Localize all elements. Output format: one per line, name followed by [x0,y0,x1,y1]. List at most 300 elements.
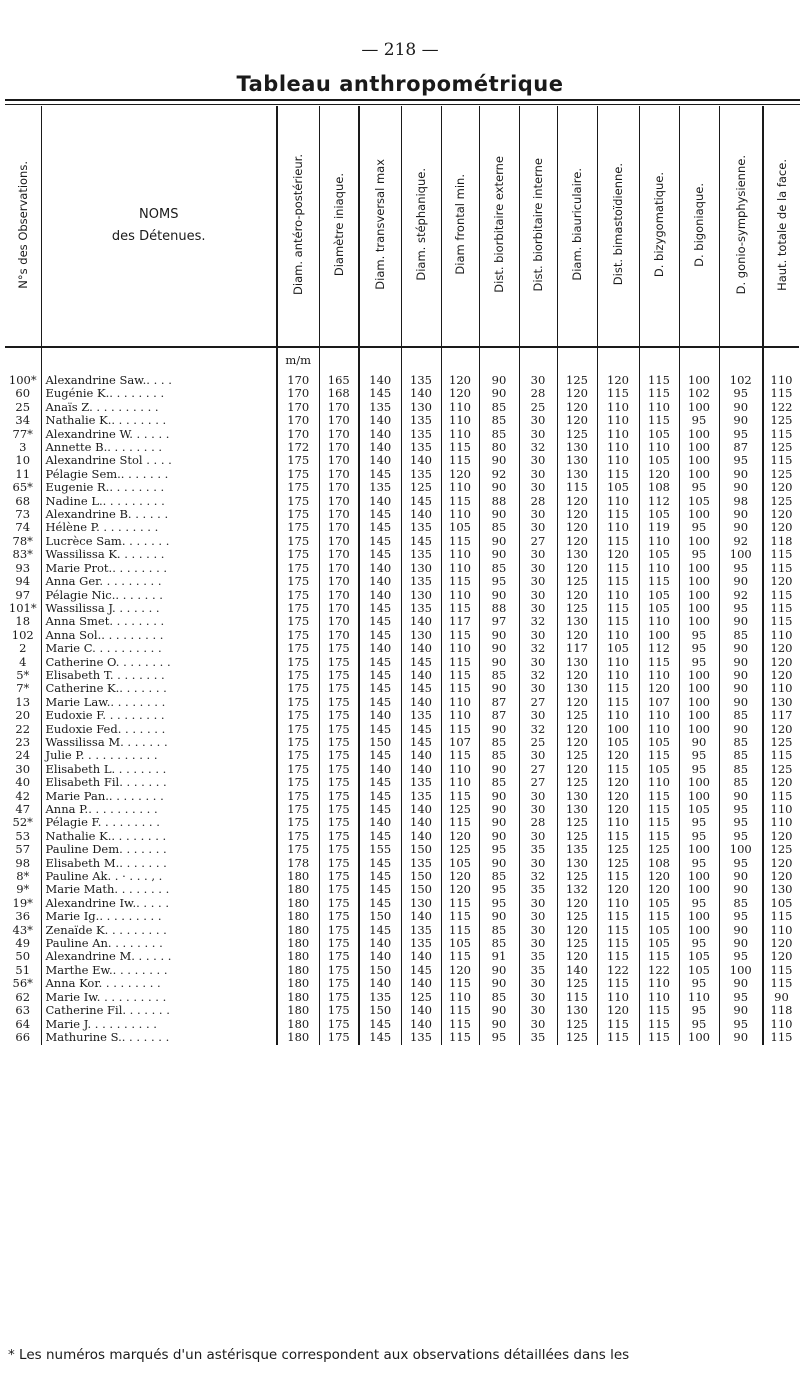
detainee-name: Anaïs Z. . . . . . . . . . [41,401,277,414]
measure-cell: 135 [401,924,441,937]
measure-cell: 35 [519,1031,557,1045]
measure-cell: 175 [319,924,359,937]
detainee-name: Eudoxie F. . . . . . . . . [41,709,277,722]
header-measure: Diam. antéro-postérieur. [277,106,319,347]
measure-cell: 115 [763,562,799,575]
measure-cell: 90 [719,656,763,669]
measure-cell: 90 [479,629,519,642]
measure-cell: 180 [277,1018,319,1031]
measure-cell: 115 [597,575,639,588]
measure-cell: 110 [597,414,639,427]
unit-cell [519,347,557,374]
measure-cell: 115 [763,589,799,602]
measure-cell: 170 [319,481,359,494]
unit-cell [441,347,479,374]
detainee-name: Alexandrine W. . . . . . [41,428,277,441]
measure-cell: 90 [719,723,763,736]
measure-cell: 120 [557,950,597,963]
measure-cell: 110 [763,374,799,387]
measure-cell: 178 [277,857,319,870]
table-row [5,562,799,575]
measure-cell: 27 [519,776,557,789]
measure-cell: 175 [277,454,319,467]
measure-cell: 35 [519,964,557,977]
measure-cell: 90 [479,790,519,803]
table-row [5,857,799,870]
table-row [5,870,799,883]
table-row [5,535,799,548]
measure-cell: 100 [679,723,719,736]
measure-cell: 170 [319,629,359,642]
measure-cell: 110 [763,803,799,816]
table-row [5,495,799,508]
measure-cell: 125 [557,910,597,923]
measure-cell: 135 [401,521,441,534]
observation-number: 47 [15,803,31,816]
table-row [5,602,799,615]
measure-cell: 140 [401,508,441,521]
measure-cell: 175 [319,696,359,709]
measure-cell: 120 [763,656,799,669]
measure-cell: 90 [479,977,519,990]
measure-cell: 175 [277,629,319,642]
measure-cell: 125 [557,1031,597,1045]
table-row [5,575,799,588]
measure-cell: 145 [359,602,401,615]
measure-cell: 130 [557,468,597,481]
measure-cell: 110 [763,1018,799,1031]
measure-cell: 130 [557,857,597,870]
header-measure: Haut. totale de la face. [763,106,799,347]
measure-cell: 110 [441,414,479,427]
measure-cell: 87 [719,441,763,454]
measure-cell: 122 [763,401,799,414]
observation-number: 73 [15,508,31,522]
measure-cell: 130 [557,441,597,454]
measure-cell: 145 [359,656,401,669]
measure-cell: 95 [679,1018,719,1031]
measure-cell: 130 [557,454,597,467]
measure-cell: 115 [597,535,639,548]
observation-number: 5* [16,668,30,682]
measure-cell: 90 [719,696,763,709]
measure-cell: 120 [441,830,479,843]
measure-cell: 100 [679,562,719,575]
measure-cell: 30 [519,1018,557,1031]
measure-cell: 115 [597,910,639,923]
measure-cell: 130 [401,629,441,642]
measure-cell: 102 [679,387,719,400]
observation-number: 22 [15,722,31,736]
measure-cell: 145 [359,870,401,883]
observation-number: 10 [15,454,31,468]
measure-cell: 120 [557,696,597,709]
measure-cell: 175 [277,495,319,508]
measure-cell: 35 [519,950,557,963]
measure-cell: 100 [679,535,719,548]
table-row [5,910,799,923]
measure-cell: 115 [639,1031,679,1045]
measure-cell: 135 [359,481,401,494]
measure-cell: 115 [441,816,479,829]
measure-cell: 115 [597,387,639,400]
table-row [5,883,799,896]
measure-cell: 120 [597,1004,639,1017]
measure-cell: 150 [401,883,441,896]
measure-cell: 90 [719,790,763,803]
detainee-name: Wassilissa J. . . . . . . [41,602,277,615]
measure-cell: 30 [519,830,557,843]
table-row [5,776,799,789]
table-row [5,521,799,534]
measure-cell: 140 [359,977,401,990]
measure-cell: 105 [597,642,639,655]
measure-cell: 140 [401,454,441,467]
measure-cell: 140 [401,763,441,776]
measure-cell: 30 [519,468,557,481]
measure-cell: 100 [679,602,719,615]
measure-cell: 95 [679,414,719,427]
observation-number: 93 [15,561,31,575]
measure-cell: 125 [557,977,597,990]
table-row [5,816,799,829]
measure-cell: 140 [401,950,441,963]
measure-cell: 90 [719,401,763,414]
measure-cell: 100 [719,843,763,856]
table-row [5,508,799,521]
measure-cell: 85 [479,521,519,534]
measure-cell: 140 [557,964,597,977]
observation-number: 66 [15,1030,31,1045]
measure-cell: 110 [597,991,639,1004]
measure-cell: 110 [441,696,479,709]
measure-cell: 120 [557,535,597,548]
measure-cell: 135 [401,790,441,803]
observation-number: 34 [15,414,31,428]
measure-cell: 170 [319,441,359,454]
header-measure: D. bigoniaque. [679,106,719,347]
measure-cell: 30 [519,589,557,602]
measure-cell: 105 [639,428,679,441]
measure-cell: 120 [557,401,597,414]
measure-cell: 115 [763,548,799,561]
measure-cell: 90 [719,977,763,990]
measure-cell: 120 [557,508,597,521]
measure-cell: 90 [479,723,519,736]
measure-cell: 100 [679,924,719,937]
header-measure: Dist. biorbitaire interne [519,106,557,347]
measure-cell: 175 [277,843,319,856]
measure-cell: 125 [763,441,799,454]
measure-cell: 145 [359,629,401,642]
measure-cell: 100 [719,548,763,561]
measure-cell: 92 [719,589,763,602]
measure-cell: 175 [277,749,319,762]
measure-cell: 30 [519,562,557,575]
observation-number: 19* [12,896,33,910]
observation-number: 56* [12,977,33,991]
measure-cell: 110 [597,495,639,508]
measure-cell: 90 [719,1031,763,1045]
observation-number: 101* [8,601,37,615]
measure-cell: 110 [597,521,639,534]
measure-cell: 90 [479,481,519,494]
measure-cell: 140 [359,575,401,588]
observation-number: 74 [15,521,31,535]
header-measure: Diam. stéphanique. [401,106,441,347]
detainee-name: Wassilissa M. . . . . . . [41,736,277,749]
measure-cell: 110 [763,924,799,937]
measure-cell: 85 [479,414,519,427]
measure-cell: 108 [639,481,679,494]
measure-cell: 90 [719,669,763,682]
measure-cell: 125 [763,468,799,481]
measure-cell: 120 [441,374,479,387]
measure-cell: 170 [319,602,359,615]
measure-cell: 95 [719,830,763,843]
measure-cell: 110 [441,508,479,521]
measure-cell: 170 [319,508,359,521]
measure-cell: 115 [639,414,679,427]
measure-cell: 28 [519,495,557,508]
table-row [5,615,799,628]
measure-cell: 110 [597,441,639,454]
measure-cell: 150 [359,964,401,977]
measure-cell: 140 [359,374,401,387]
measure-cell: 175 [319,723,359,736]
measure-cell: 120 [441,870,479,883]
measure-cell: 140 [401,387,441,400]
table-row [5,441,799,454]
measure-cell: 125 [597,857,639,870]
measure-cell: 130 [401,562,441,575]
measure-cell: 130 [401,401,441,414]
measure-cell: 30 [519,1004,557,1017]
measure-cell: 145 [359,897,401,910]
measure-cell: 119 [639,521,679,534]
measure-cell: 145 [401,656,441,669]
observation-number: 20 [15,709,31,723]
measure-cell: 175 [277,723,319,736]
measure-cell: 135 [401,937,441,950]
header-measure: Diamètre iniaque. [319,106,359,347]
measure-cell: 90 [763,991,799,1004]
measure-cell: 120 [597,776,639,789]
measure-cell: 30 [519,481,557,494]
measure-cell: 120 [441,468,479,481]
measure-cell: 135 [557,843,597,856]
measure-cell: 135 [401,428,441,441]
detainee-name: Lucrèce Sam. . . . . . . [41,535,277,548]
observation-number: 9* [16,883,30,897]
measure-cell: 32 [519,870,557,883]
measure-cell: 130 [557,548,597,561]
measure-cell: 175 [319,1004,359,1017]
measure-cell: 175 [319,991,359,1004]
measure-cell: 115 [441,682,479,695]
measure-cell: 120 [557,629,597,642]
measure-cell: 115 [441,1018,479,1031]
measure-cell: 140 [359,709,401,722]
measure-cell: 110 [639,709,679,722]
measure-cell: 120 [763,950,799,963]
unit-cell [479,347,519,374]
observation-number: 51 [15,963,31,977]
measure-cell: 120 [763,575,799,588]
measure-cell: 175 [277,669,319,682]
table-row [5,950,799,963]
measure-cell: 180 [277,977,319,990]
measure-cell: 175 [277,682,319,695]
measure-cell: 32 [519,669,557,682]
measure-cell: 140 [359,950,401,963]
detainee-name: Nadine L.. . . . . . . . . [41,495,277,508]
measure-cell: 100 [679,508,719,521]
measure-cell: 125 [557,602,597,615]
measure-cell: 85 [719,709,763,722]
measure-cell: 30 [519,374,557,387]
measure-cell: 145 [359,883,401,896]
measure-cell: 105 [639,924,679,937]
measure-cell: 170 [319,495,359,508]
measure-cell: 170 [319,454,359,467]
measure-cell: 105 [639,508,679,521]
observation-number: 42 [15,789,31,803]
measure-cell: 175 [277,521,319,534]
measure-cell: 120 [557,924,597,937]
detainee-name: Nathalie K.. . . . . . . . [41,830,277,843]
detainee-name: Zenaïde K. . . . . . . . . [41,924,277,937]
measure-cell: 140 [359,414,401,427]
header-measure: Diam. biauriculaire. [557,106,597,347]
measure-cell: 145 [359,508,401,521]
measure-cell: 110 [597,589,639,602]
measure-cell: 90 [719,924,763,937]
measure-cell: 145 [401,723,441,736]
measure-cell: 115 [441,723,479,736]
measure-cell: 145 [401,736,441,749]
measure-cell: 120 [597,374,639,387]
measure-cell: 110 [441,401,479,414]
measure-cell: 120 [763,776,799,789]
measure-cell: 108 [639,857,679,870]
measure-cell: 170 [319,615,359,628]
measure-cell: 105 [679,495,719,508]
table-row [5,1031,799,1045]
table-row [5,374,799,387]
measure-cell: 105 [639,763,679,776]
measure-cell: 105 [639,602,679,615]
unit-cell [719,347,763,374]
measure-cell: 105 [597,736,639,749]
observation-number: 4 [19,655,27,669]
measure-cell: 175 [319,736,359,749]
measure-cell: 90 [479,535,519,548]
measure-cell: 95 [679,548,719,561]
measure-cell: 95 [719,803,763,816]
measure-cell: 115 [639,387,679,400]
measure-cell: 92 [479,468,519,481]
measure-cell: 145 [359,803,401,816]
measure-cell: 115 [441,535,479,548]
measure-cell: 150 [359,736,401,749]
measure-cell: 175 [319,790,359,803]
top-rule-thin [5,104,800,105]
measure-cell: 117 [557,642,597,655]
measure-cell: 120 [557,736,597,749]
measure-cell: 130 [557,615,597,628]
measure-cell: 170 [319,589,359,602]
measure-cell: 85 [479,736,519,749]
measure-cell: 170 [319,401,359,414]
measure-cell: 120 [597,548,639,561]
measure-cell: 95 [719,1018,763,1031]
measure-cell: 110 [639,776,679,789]
measure-cell: 130 [763,883,799,896]
measure-cell: 135 [401,374,441,387]
measure-cell: 85 [479,937,519,950]
measure-cell: 105 [639,548,679,561]
measure-cell: 175 [319,709,359,722]
detainee-name: Anna Ger. . . . . . . . . [41,575,277,588]
observation-number: 24 [15,749,31,763]
measure-cell: 95 [679,656,719,669]
measure-cell: 30 [519,629,557,642]
measure-cell: 140 [401,1018,441,1031]
measure-cell: 28 [519,816,557,829]
measure-cell: 92 [719,535,763,548]
measure-cell: 115 [639,374,679,387]
measure-cell: 125 [763,843,799,856]
table-row [5,481,799,494]
measure-cell: 125 [441,843,479,856]
header-measure: Diam. transversal max [359,106,401,347]
measure-cell: 145 [401,682,441,695]
table-row [5,387,799,400]
detainee-name: Pauline An. . . . . . . . [41,937,277,950]
measure-cell: 120 [557,414,597,427]
observation-number: 98 [15,856,31,870]
measure-cell: 140 [401,830,441,843]
measure-cell: 95 [479,883,519,896]
measure-cell: 120 [597,749,639,762]
measure-cell: 115 [639,575,679,588]
measure-cell: 105 [639,454,679,467]
measure-cell: 150 [359,910,401,923]
measure-cell: 85 [719,629,763,642]
observation-number: 23 [15,735,31,749]
measure-cell: 30 [519,428,557,441]
measure-cell: 115 [441,977,479,990]
measure-cell: 85 [479,669,519,682]
measure-cell: 28 [519,387,557,400]
observation-number: 64 [15,1017,31,1031]
measure-cell: 105 [679,964,719,977]
measure-cell: 180 [277,1031,319,1045]
measure-cell: 95 [679,830,719,843]
observation-number: 77* [12,427,33,441]
observation-number: 13 [15,695,31,709]
header-names-line1: NOMS [139,207,179,222]
observation-number: 68 [15,494,31,508]
measure-cell: 25 [519,401,557,414]
header-no: N°s des Observations. [5,106,41,347]
observation-number: 63 [15,1004,31,1018]
table-row [5,468,799,481]
measure-cell: 95 [679,749,719,762]
measure-cell: 170 [277,374,319,387]
measure-cell: 30 [519,521,557,534]
